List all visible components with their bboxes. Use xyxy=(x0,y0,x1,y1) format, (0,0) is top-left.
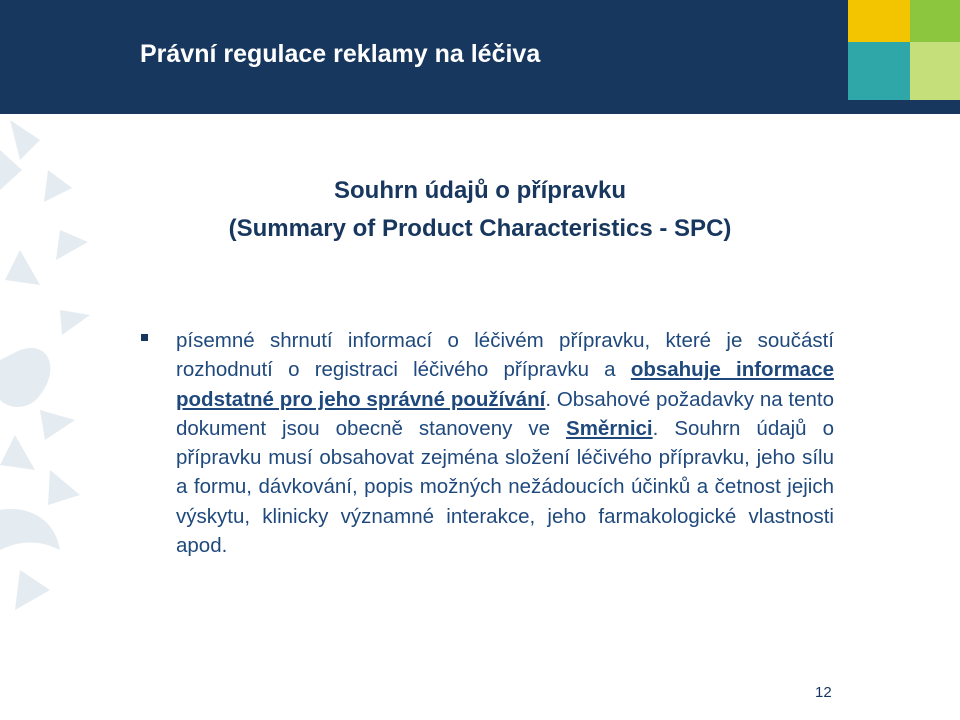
subtitle-line-1: Souhrn údajů o přípravku xyxy=(333,177,627,204)
accent-square-lightgreen xyxy=(910,42,960,100)
body-text-part-2: . Obsahové požadavky na tento dokument jsou obecně stanoveny ve xyxy=(176,387,834,440)
body-text-bold-2: Směrnici xyxy=(566,416,653,440)
slide-title: Právní regulace reklamy na léčiva xyxy=(140,40,541,68)
page-number: 12 xyxy=(815,684,832,701)
body-text-bold-1: obsahuje informace podstatné pro jeho správné používání xyxy=(176,358,834,411)
slide-subtitle xyxy=(0,172,960,248)
body-text-part-1: písemné shrnutí informací o léčivém přípravku, které je součástí rozhodnutí o registraci léčivého přípravku a xyxy=(176,329,834,382)
subtitle-line-2: (Summary of Product Characteristics - SPC) xyxy=(228,215,732,242)
header-bar xyxy=(0,0,960,114)
accent-square-teal xyxy=(848,42,910,100)
spc-definition-paragraph xyxy=(176,326,834,560)
accent-square-green xyxy=(910,0,960,42)
body-text-part-3: . Souhrn údajů o přípravku musí obsahovat zejména složení léčivého přípravku, jeho sílu a formu, dávkování, popis možných nežádoucích účinků a četnost jejich výskytu, klinicky významné interakce, jeho farmakologické vlastnosti apod. xyxy=(176,416,834,558)
accent-square-yellow xyxy=(848,0,910,42)
bullet-square-icon xyxy=(141,334,148,341)
